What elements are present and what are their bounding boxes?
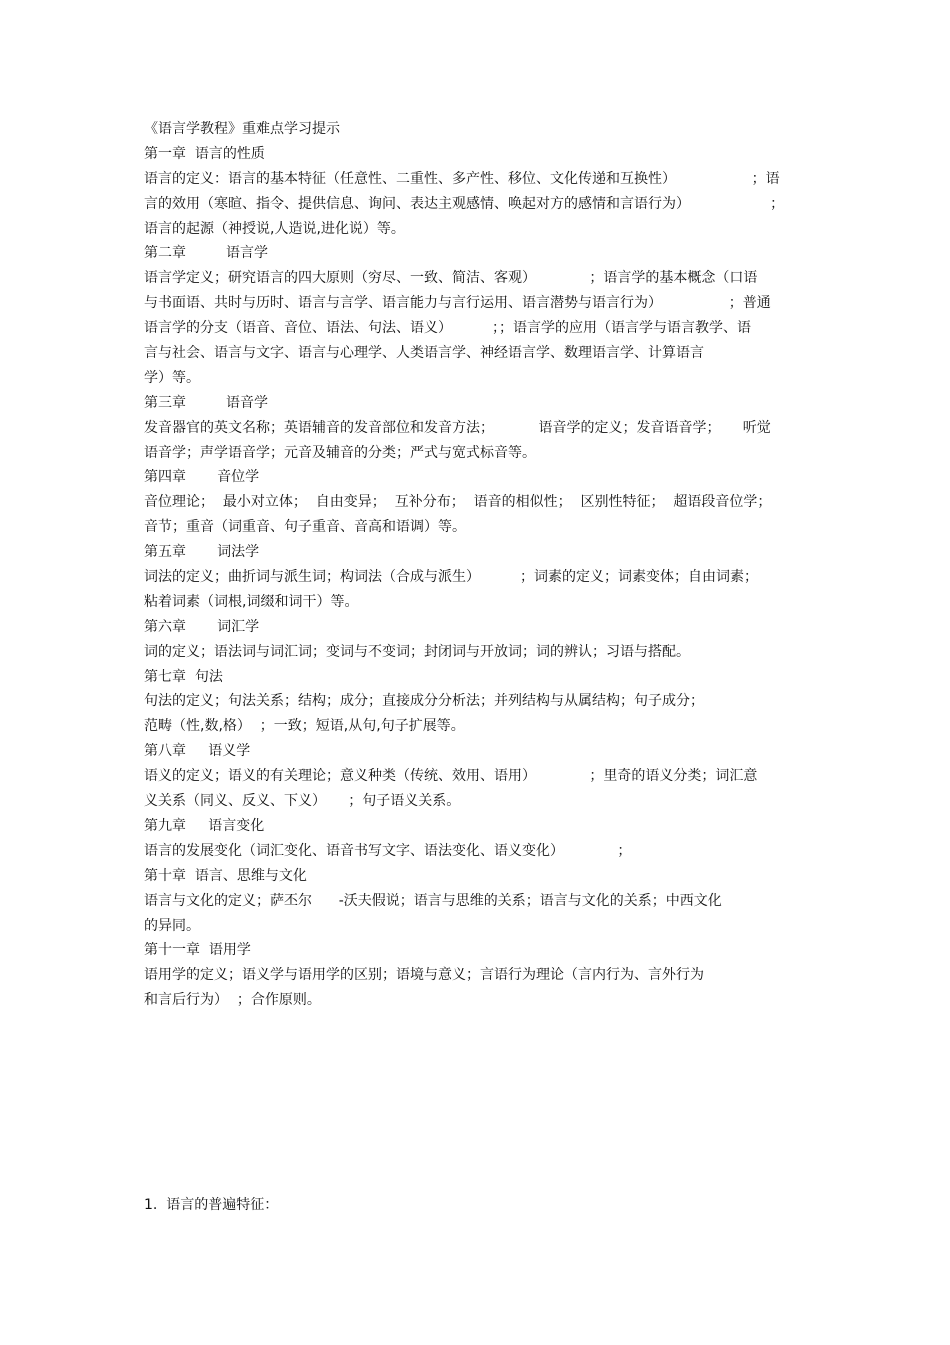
text-line: 词的定义；语法词与词汇词；变词与不变词；封闭词与开放词；词的辨认；习语与搭配。 bbox=[144, 643, 690, 660]
text-line: 第一章 语言的性质 bbox=[144, 145, 265, 162]
text-line: 语用学的定义；语义学与语用学的区别；语境与意义；言语行为理论（言内行为、言外行为 bbox=[144, 967, 704, 984]
text-line: 的异同。 bbox=[144, 917, 200, 934]
document-lines bbox=[144, 142, 806, 1013]
text-line: 与书面语、共时与历时、语言与言学、语言能力与言行运用、语言潜势与语言行为） ；普通 bbox=[144, 295, 771, 312]
text-line: 语言与文化的定义；萨丕尔 -沃夫假说；语言与思维的关系；语言与文化的关系；中西文化 bbox=[144, 892, 722, 909]
numbered-heading: 1. 语言的普遍特征： bbox=[144, 1197, 279, 1213]
text-line: 第十章 语言、思维与文化 bbox=[144, 867, 307, 884]
text-line: 语言学的分支（语音、音位、语法、句法、语义） ；；语言学的应用（语言学与语言教学、语 bbox=[144, 320, 752, 337]
text-line: 语言的定义：语言的基本特征（任意性、二重性、多产性、移位、文化传递和互换性） ；语 bbox=[144, 170, 780, 187]
text-line: 学）等。 bbox=[144, 369, 200, 386]
text-line: 粘着词素（词根,词缀和词干）等。 bbox=[144, 593, 359, 610]
text-line: 音位理论； 最小对立体； 自由变异； 互补分布； 语音的相似性； 区别性特征； 超语段音位学； bbox=[144, 494, 772, 511]
text-line: 第四章 音位学 bbox=[144, 469, 260, 486]
document-title: 《语言学教程》重难点学习提示 bbox=[144, 121, 340, 137]
text-line: 第二章 语言学 bbox=[144, 245, 269, 262]
text-line: 言与社会、语言与文字、语言与心理学、人类语言学、神经语言学、数理语言学、计算语言 bbox=[144, 345, 704, 362]
text-line: 语义的定义；语义的有关理论；意义种类（传统、效用、语用） ；里奇的语义分类；词汇意 bbox=[144, 768, 758, 785]
text-line: 第七章 句法 bbox=[144, 668, 223, 685]
document-body bbox=[144, 117, 806, 1013]
text-line: 和言后行为） ；合作原则。 bbox=[144, 992, 321, 1009]
text-line: 语音学；声学语音学；元音及辅音的分类；严式与宽式标音等。 bbox=[144, 444, 536, 461]
text-line: 语言学定义；研究语言的四大原则（穷尽、一致、简洁、客观） ；语言学的基本概念（口语 bbox=[144, 270, 758, 287]
text-line: 言的效用（寒暄、指令、提供信息、询问、表达主观感情、唤起对方的感情和言语行为） ； bbox=[144, 195, 785, 212]
text-line: 第三章 语音学 bbox=[144, 394, 269, 411]
text-line: 词法的定义；曲折词与派生词；构词法（合成与派生） ；词素的定义；词素变体；自由词素； bbox=[144, 569, 759, 586]
text-line: 第十一章 语用学 bbox=[144, 942, 251, 959]
text-line: 第九章 语言变化 bbox=[144, 817, 265, 834]
text-line: 音节；重音（词重音、句子重音、音高和语调）等。 bbox=[144, 519, 466, 536]
text-line: 第六章 词汇学 bbox=[144, 618, 260, 635]
text-line: 第八章 语义学 bbox=[144, 743, 251, 760]
text-line: 句法的定义；句法关系；结构；成分；直接成分分析法；并列结构与从属结构；句子成分； bbox=[144, 693, 704, 710]
text-line: 义关系（同义、反义、下义） ；句子语义关系。 bbox=[144, 793, 461, 810]
text-line: 语言的起源（神授说,人造说,进化说）等。 bbox=[144, 220, 405, 237]
text-line: 第五章 词法学 bbox=[144, 544, 260, 561]
text-line: 范畴（性,数,格） ；一致；短语,从句,句子扩展等。 bbox=[144, 718, 465, 735]
text-line: 发音器官的英文名称；英语辅音的发音部位和发音方法； 语音学的定义；发音语音学； 听觉 bbox=[144, 419, 771, 436]
text-line: 语言的发展变化（词汇变化、语音书写文字、语法变化、语义变化） ； bbox=[144, 842, 632, 859]
